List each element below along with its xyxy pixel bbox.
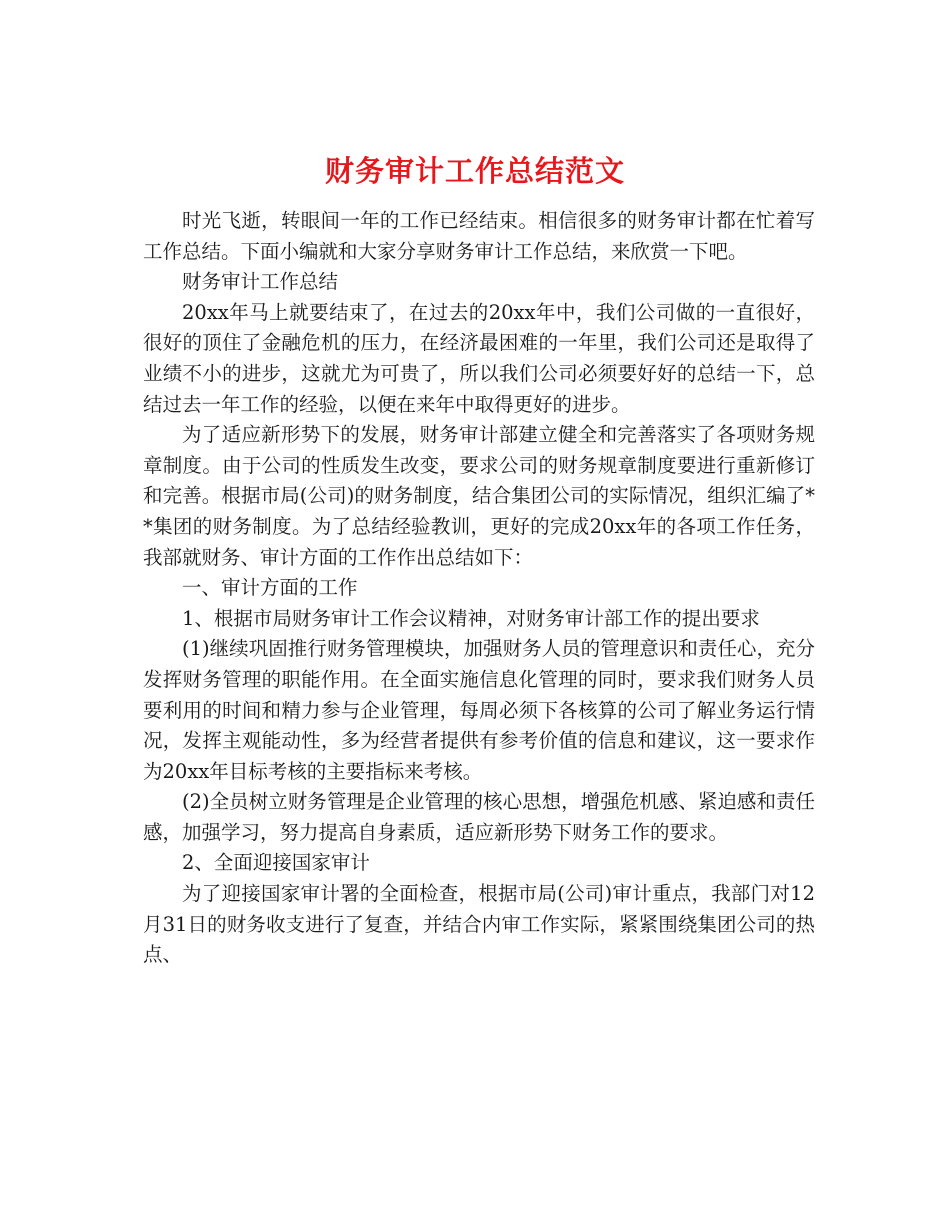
section-heading-audit-work: 一、审计方面的工作 bbox=[182, 576, 358, 600]
section-heading-summary: 财务审计工作总结 bbox=[182, 270, 339, 294]
subsection-heading-2: 2、全面迎接国家审计 bbox=[182, 851, 370, 875]
document-title: 财务审计工作总结范文 bbox=[324, 154, 625, 189]
paragraph-year-review: 20xx年马上就要结束了，在过去的20xx年中，我们公司做的一直很好，很好的顶住了金融危机的压力，在经济最困难的一年里，我们公司还是取得了业绩不小的进步，这就尤为可贵了，所以我们公司必须要好好的总结一下，总结过去一年工作的经验，以便在来年中取得更好的进步。 bbox=[143, 300, 815, 416]
document-body bbox=[143, 206, 815, 971]
paragraph-national-audit: 为了迎接国家审计署的全面检查，根据市局(公司)审计重点，我部门对12月31日的财务收支进行了复查，并结合内审工作实际，紧紧围绕集团公司的热点、 bbox=[143, 882, 815, 967]
paragraph-regulations: 为了适应新形势下的发展，财务审计部建立健全和完善落实了各项财务规章制度。由于公司的性质发生改变，要求公司的财务规章制度要进行重新修订和完善。根据市局(公司)的财务制度，结合集团公司的实际情况，组织汇编了**集团的财务制度。为了总结经验教训，更好的完成20xx年的各项工作任务，我部就财务、审计方面的工作作出总结如下： bbox=[143, 423, 815, 569]
list-item-1: (1)继续巩固推行财务管理模块，加强财务人员的管理意识和责任心，充分发挥财务管理的职能作用。在全面实施信息化管理的同时，要求我们财务人员要利用的时间和精力参与企业管理，每周必须下各核算的公司了解业务运行情况，发挥主观能动性，多为经营者提供有参考价值的信息和建议，这一要求作为20xx年目标考核的主要指标来考核。 bbox=[143, 637, 815, 783]
subsection-heading-1: 1、根据市局财务审计工作会议精神，对财务审计部工作的提出要求 bbox=[182, 606, 760, 630]
list-item-2: (2)全员树立财务管理是企业管理的核心思想，增强危机感、紧迫感和责任感，加强学习，努力提高自身素质，适应新形势下财务工作的要求。 bbox=[143, 790, 815, 844]
paragraph-intro: 时光飞逝，转眼间一年的工作已经结束。相信很多的财务审计都在忙着写工作总结。下面小编就和大家分享财务审计工作总结，来欣赏一下吧。 bbox=[143, 209, 815, 263]
